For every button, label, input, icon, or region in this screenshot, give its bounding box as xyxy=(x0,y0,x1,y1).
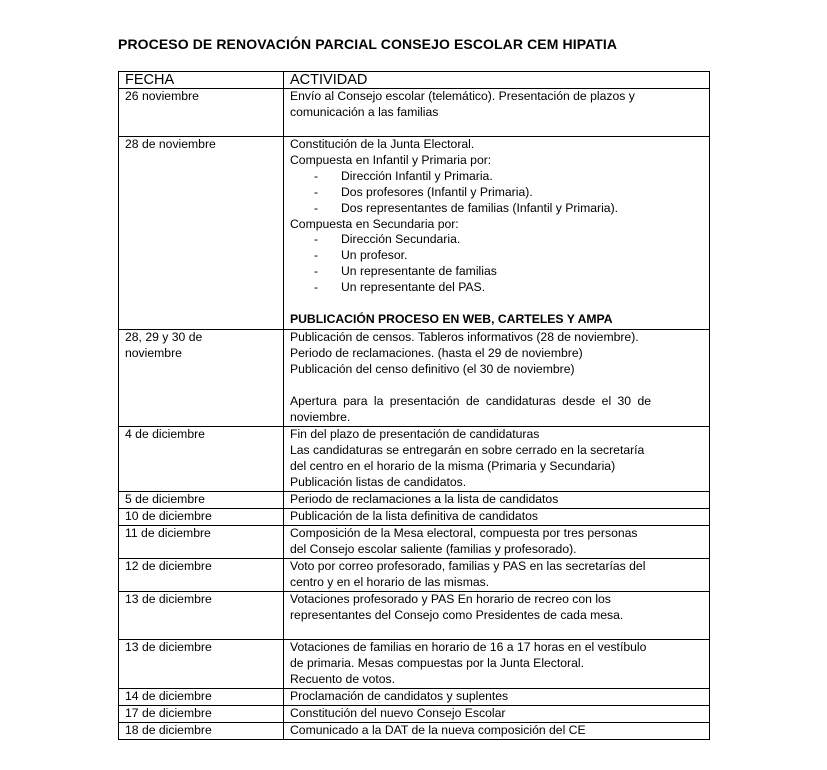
schedule-table xyxy=(118,71,710,740)
actividad-line: Compuesta en Infantil y Primaria por: xyxy=(290,152,492,167)
fecha-cell xyxy=(119,722,284,739)
actividad-line: Publicación de censos. Tableros informativos (28 de noviembre). xyxy=(290,330,639,344)
actividad-line: Voto por correo profesorado, familias y PAS en las secretarías del xyxy=(290,558,646,573)
fecha-text: 5 de diciembre xyxy=(125,492,205,506)
list-item-text: Un representante de familias xyxy=(341,264,497,279)
actividad-line: Composición de la Mesa electoral, compuesta por tres personas xyxy=(290,525,638,540)
dash-bullet: - xyxy=(314,200,319,215)
dash-bullet: - xyxy=(314,232,319,247)
fecha-cell xyxy=(119,492,284,509)
fecha-cell xyxy=(119,705,284,722)
actividad-cell xyxy=(284,688,710,705)
actividad-cell xyxy=(284,591,710,639)
actividad-cell xyxy=(284,525,710,558)
dash-bullet: - xyxy=(314,264,319,279)
actividad-line: de primaria. Mesas compuestas por la Junta Electoral. xyxy=(290,655,584,670)
fecha-cell xyxy=(119,591,284,639)
fecha-cell xyxy=(119,508,284,525)
dash-bullet: - xyxy=(314,248,319,263)
fecha-text: 17 de diciembre xyxy=(125,705,212,720)
actividad-cell xyxy=(284,330,710,427)
table-row xyxy=(119,591,710,639)
table-row xyxy=(119,89,710,137)
list-item xyxy=(290,201,709,217)
list-item xyxy=(290,185,709,201)
actividad-line: Publicación del censo definitivo (el 30 de noviembre) xyxy=(290,361,575,376)
table-row xyxy=(119,639,710,688)
fecha-cell xyxy=(119,330,284,427)
actividad-line: Proclamación de candidatos y suplentes xyxy=(290,688,509,703)
actividad-line: Envío al Consejo escolar (telemático). Presentación de plazos y xyxy=(290,89,635,103)
fecha-text: 28, 29 y 30 de xyxy=(125,330,203,344)
actividad-line: comunicación a las familias xyxy=(290,104,439,119)
table-row xyxy=(119,137,710,330)
table-row xyxy=(119,688,710,705)
fecha-cell xyxy=(119,688,284,705)
actividad-line: Comunicado a la DAT de la nueva composición del CE xyxy=(290,722,586,737)
table-row xyxy=(119,427,710,492)
actividad-cell xyxy=(284,639,710,688)
actividad-line: Votaciones profesorado y PAS En horario de recreo con los xyxy=(290,591,611,606)
fecha-cell xyxy=(119,639,284,688)
actividad-cell xyxy=(284,137,710,330)
list-item-text: Dos representantes de familias (Infantil y Primaria). xyxy=(341,200,619,215)
list-item xyxy=(290,248,709,264)
fecha-text: 18 de diciembre xyxy=(125,722,212,737)
fecha-text: noviembre xyxy=(125,345,182,360)
header-fecha: FECHA xyxy=(119,72,284,89)
list-item-text: Dos profesores (Infantil y Primaria). xyxy=(341,184,533,199)
actividad-line: centro y en el horario de las mismas. xyxy=(290,574,490,589)
fecha-text: 14 de diciembre xyxy=(125,688,212,703)
table-row xyxy=(119,525,710,558)
header-actividad: ACTIVIDAD xyxy=(284,72,710,89)
list-item xyxy=(290,169,709,185)
list-item-text: Un representante del PAS. xyxy=(341,280,486,295)
list-item-text: Dirección Secundaria. xyxy=(341,232,461,247)
fecha-cell xyxy=(119,427,284,492)
actividad-line: del Consejo escolar saliente (familias y profesorado). xyxy=(290,541,577,556)
table-row xyxy=(119,705,710,722)
table-row xyxy=(119,508,710,525)
list-item-text: Un profesor. xyxy=(341,248,408,263)
fecha-text: 12 de diciembre xyxy=(125,558,212,573)
table-row xyxy=(119,722,710,739)
actividad-cell xyxy=(284,89,710,137)
actividad-line: Fin del plazo de presentación de candidaturas xyxy=(290,427,540,441)
actividad-line: Las candidaturas se entregarán en sobre cerrado en la secretaría xyxy=(290,442,645,457)
actividad-cell xyxy=(284,427,710,492)
list-item-text: Dirección Infantil y Primaria. xyxy=(341,168,493,183)
fecha-text: 10 de diciembre xyxy=(125,508,212,523)
actividad-line: noviembre. xyxy=(290,409,351,424)
actividad-line: Apertura para la presentación de candidaturas desde el 30 de xyxy=(290,393,652,408)
table-row xyxy=(119,330,710,427)
actividad-cell xyxy=(284,508,710,525)
actividad-line: representantes del Consejo como Presidentes de cada mesa. xyxy=(290,607,624,622)
fecha-cell xyxy=(119,89,284,137)
dash-bullet: - xyxy=(314,184,319,199)
table-row xyxy=(119,492,710,509)
fecha-cell xyxy=(119,525,284,558)
table-row xyxy=(119,558,710,591)
fecha-cell xyxy=(119,137,284,330)
dash-bullet: - xyxy=(314,280,319,295)
actividad-line: Periodo de reclamaciones. (hasta el 29 de noviembre) xyxy=(290,345,583,360)
actividad-line: del centro en el horario de la misma (Primaria y Secundaria) xyxy=(290,458,616,473)
fecha-text: 26 noviembre xyxy=(125,89,199,103)
document-title: PROCESO DE RENOVACIÓN PARCIAL CONSEJO ESCOLAR CEM HIPATIA xyxy=(118,36,618,52)
actividad-cell xyxy=(284,492,710,509)
list-item xyxy=(290,232,709,248)
actividad-line: Compuesta en Secundaria por: xyxy=(290,216,459,231)
fecha-text: 13 de diciembre xyxy=(125,591,212,606)
actividad-cell xyxy=(284,722,710,739)
actividad-line: Publicación de la lista definitiva de candidatos xyxy=(290,508,538,523)
actividad-line: Periodo de reclamaciones a la lista de candidatos xyxy=(290,492,559,506)
dash-bullet: - xyxy=(314,168,319,183)
fecha-text: 11 de diciembre xyxy=(125,525,211,540)
actividad-cell xyxy=(284,558,710,591)
fecha-text: 13 de diciembre xyxy=(125,639,212,654)
actividad-line: Publicación listas de candidatos. xyxy=(290,474,467,489)
fecha-cell xyxy=(119,558,284,591)
actividad-cell xyxy=(284,705,710,722)
fecha-text: 28 de noviembre xyxy=(125,137,216,151)
table-header-row xyxy=(119,72,710,89)
actividad-line: Constitución de la Junta Electoral. xyxy=(290,137,475,151)
actividad-line: Votaciones de familias en horario de 16 a 17 horas en el vestíbulo xyxy=(290,639,647,654)
list-item xyxy=(290,264,709,280)
publication-heading: PUBLICACIÓN PROCESO EN WEB, CARTELES Y AMPA xyxy=(290,311,613,326)
list-item xyxy=(290,280,709,296)
fecha-text: 4 de diciembre xyxy=(125,427,205,441)
actividad-line: Constitución del nuevo Consejo Escolar xyxy=(290,705,506,720)
actividad-line: Recuento de votos. xyxy=(290,671,396,686)
